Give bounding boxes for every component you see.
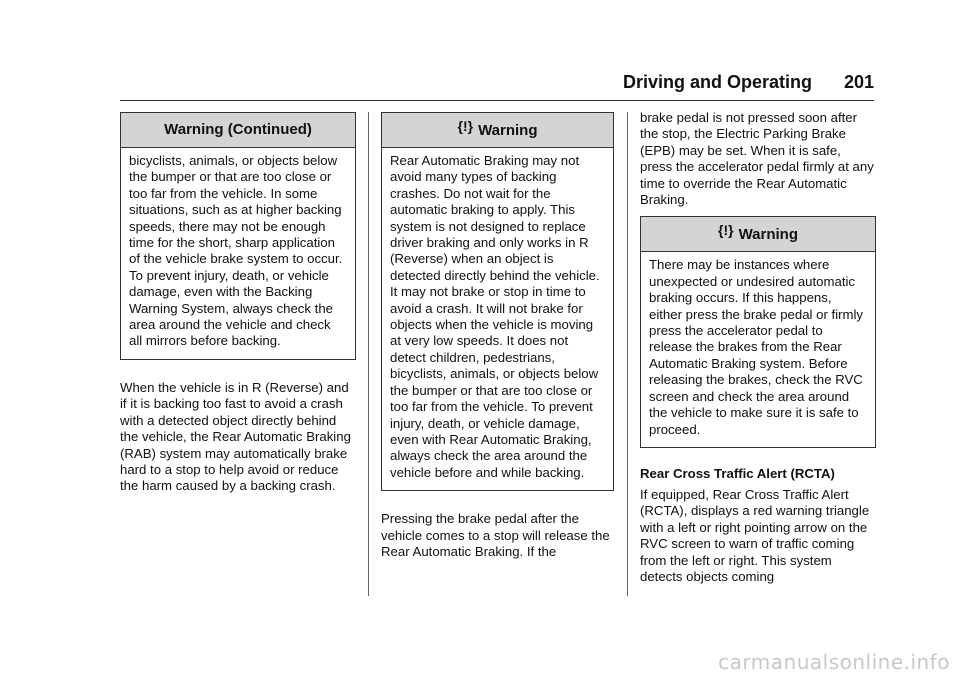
warning-symbol-icon: {!} (457, 118, 474, 134)
warning-text: Rear Automatic Braking may not avoid many types of backing crashes. Do not wait for the automatic braking to apply. This system is not designed to replace driver braking and only works in R (Reverse) when an object is detected directly behind the vehicle. It may not brake or stop in time to avoid a crash. It will not brake for objects when the vehicle is moving at very low speeds. It does not detect children, pedestrians, bicyclists, animals, or objects below the bumper or that are too close or too far from the vehicle. To prevent injury, death, or vehicle damage, even with Rear Automatic Braking, always check the area around the vehicle before and while backing. (390, 153, 600, 480)
warning-symbol-icon: {!} (718, 222, 734, 239)
warning-title: Warning (738, 226, 798, 244)
warning-box (640, 216, 876, 447)
body-paragraph: If equipped, Rear Cross Traffic Alert (RCTA), displays a red warning triangle with a left or right pointing arrow on the RVC screen to warn of traffic coming from the left or right. This system detects objects coming (640, 486, 870, 584)
column-divider (368, 112, 369, 596)
column-3 (640, 110, 876, 585)
body-paragraph: Pressing the brake pedal after the vehicle comes to a stop will release the Rear Automatic Braking. If the (381, 511, 610, 559)
page-number: 201 (843, 72, 874, 92)
warning-header (641, 217, 875, 252)
warning-text: bicyclists, animals, or objects below the bumper or that are too close or too far from the vehicle. In some situations, such as at higher backing speeds, there may not be enough time for the short, sharp application of the vehicle brake system to occur. To prevent injury, death, or vehicle damage, even with the Backing Warning System, always check the area around the vehicle and check all mirrors before backing. (129, 153, 343, 349)
page-header (120, 72, 874, 101)
column-2 (381, 112, 614, 560)
warning-box (381, 112, 614, 491)
watermark: carmanualsonline.info (718, 650, 950, 674)
warning-title: Warning (478, 122, 538, 139)
warning-header (382, 113, 613, 148)
body-paragraph: When the vehicle is in R (Reverse) and if it is backing too fast to avoid a crash with a detected object directly behind the vehicle, the Rear Automatic Braking (RAB) system may automatically brake hard to a stop to help avoid or reduce the harm caused by a backing crash. (120, 379, 351, 494)
body-paragraph: brake pedal is not pressed soon after the stop, the Electric Parking Brake (EPB) may be set. When it is safe, press the accelerator pedal firmly at any time to override the Rear Automatic Braking. (640, 110, 874, 208)
section-subheading: Rear Cross Traffic Alert (RCTA) (640, 465, 835, 481)
warning-box-continued (120, 112, 356, 360)
warning-text: There may be instances where unexpected or undesired automatic braking occurs. If this happens, either press the brake pedal or firmly press the accelerator pedal to release the brakes from the Rear Automatic Braking system. Before releasing the brakes, check the RVC screen and check the area around the vehicle to make sure it is safe to proceed. (649, 257, 864, 437)
column-divider (627, 112, 628, 596)
warning-title: Warning (Continued) (121, 113, 355, 148)
section-title: Driving and Operating (622, 72, 812, 92)
column-1 (120, 112, 356, 495)
